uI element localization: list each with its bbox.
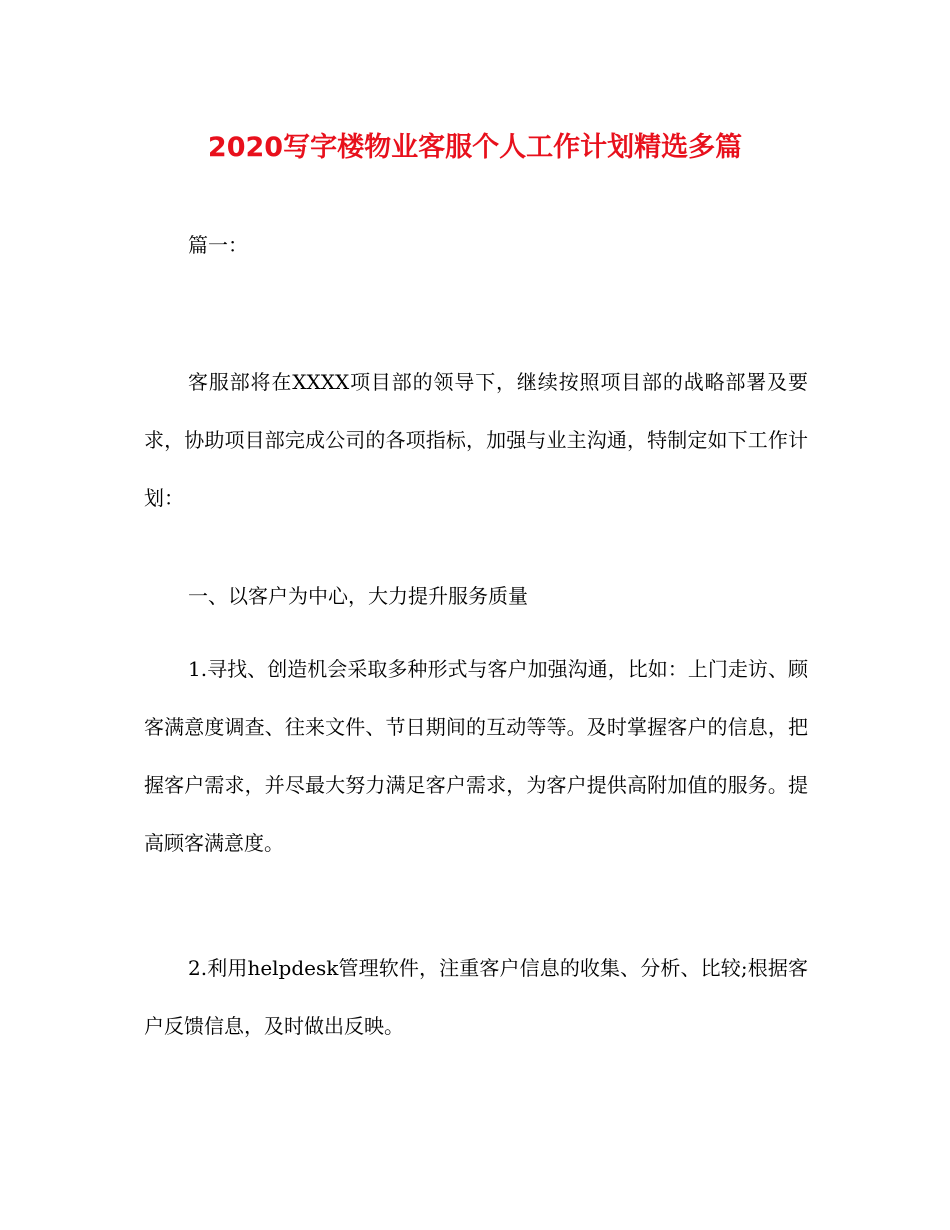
intro-paragraph: 客服部将在XXXX项目部的领导下，继续按照项目部的战略部署及要求，协助项目部完成公司的各项指标，加强与业主沟通，特制定如下工作计划： — [144, 370, 808, 510]
document-title: 2020写字楼物业客服个人工作计划精选多篇 — [207, 132, 743, 163]
item-2-paragraph: 2.利用helpdesk管理软件，注重客户信息的收集、分析、比较;根据客户反馈信息，及时做出反映。 — [144, 956, 808, 1038]
item-1-paragraph: 1.寻找、创造机会采取多种形式与客户加强沟通，比如：上门走访、顾客满意度调查、往来文件、节日期间的互动等等。及时掌握客户的信息，把握客户需求，并尽最大努力满足客户需求，为客户提供高附加值的服务。提高顾客满意度。 — [144, 657, 808, 855]
section-1-heading: 一、以客户为中心，大力提升服务质量 — [188, 584, 528, 608]
section-label: 篇一： — [188, 233, 248, 257]
